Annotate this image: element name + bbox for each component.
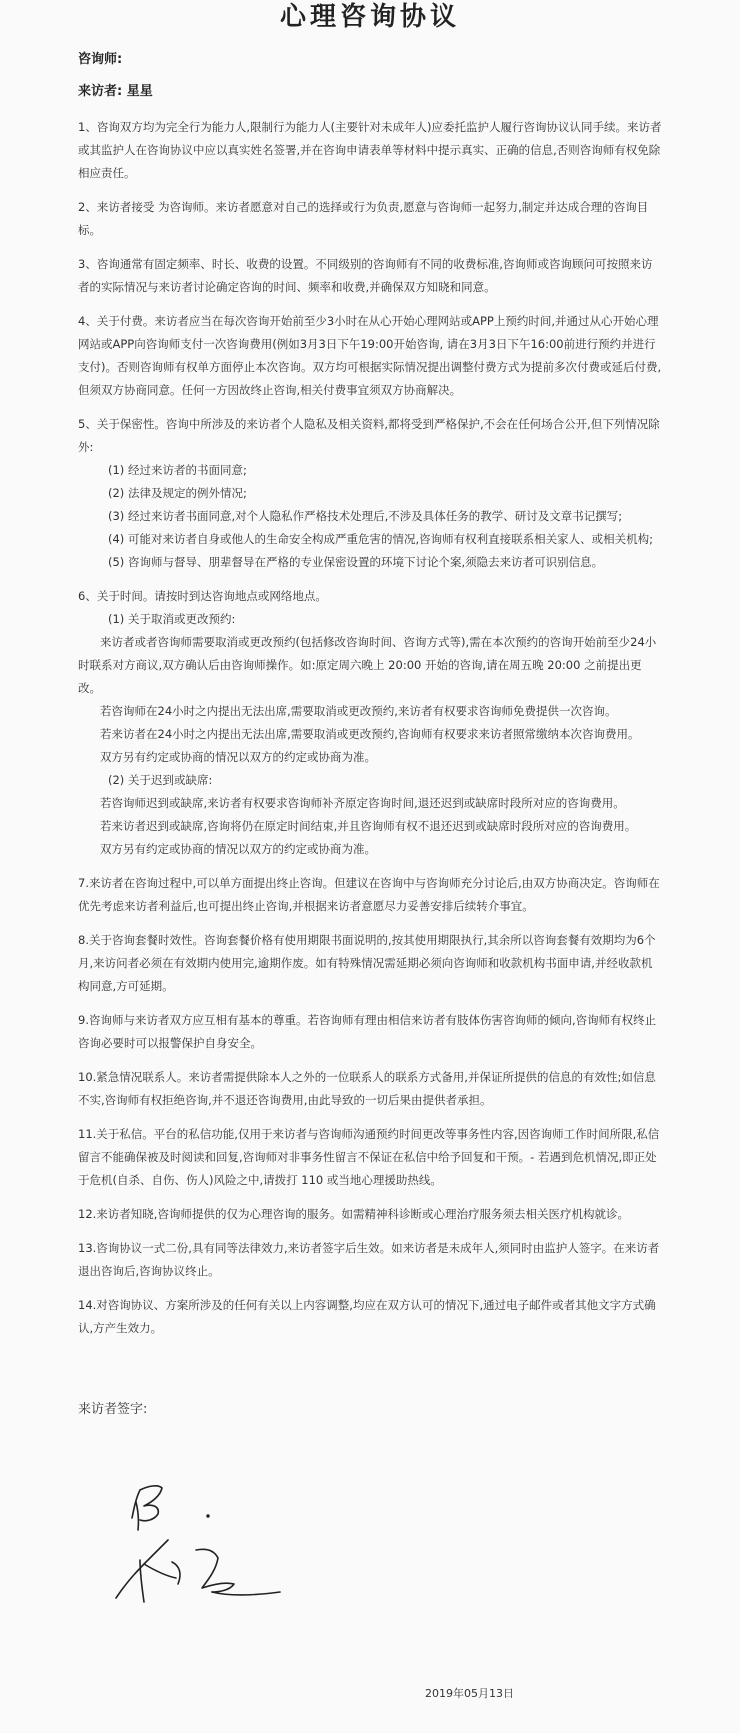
clause-6-sub2-line: 双方另有约定或协商的情况以双方的约定或协商为准。: [100, 842, 376, 856]
signed-date: 2019年05月13日: [425, 1687, 514, 1700]
clause-6-sub1-line: 若来访者在24小时之内提出无法出席,需要取消或更改预约,咨询师有权要求来访者照常缴纳本次咨询费用。: [100, 727, 640, 741]
clause-14: 14.对咨询协议、方案所涉及的任何有关以上内容调整,均应在双方认可的情况下,通过电子邮件或者其他文字方式确认,方产生效力。: [78, 1298, 656, 1335]
clause-4: 4、关于付费。来访者应当在每次咨询开始前至少3小时在从心开始心理网站或APP上预约时间,并通过从心开始心理网站或APP向咨询师支付一次咨询费用(例如3月3日下午19:00开始咨询, 请在3月3日下午16:00前进行预约并进行支付)。否则咨询师有权单方面停止本次咨询。双方均可根据实际情况提出调整付费方式为提前多次付费或延后付费,但须双方协商同意。任何一方因故终止咨询,相关付费事宜须双方协商解决。: [78, 314, 662, 397]
signature-label: 来访者签字:: [78, 1402, 148, 1417]
clause-5: 5、关于保密性。咨询中所涉及的来访者个人隐私及相关资料,都将受到严格保护,不会在任何场合公开,但下列情况除外:: [78, 417, 660, 454]
document-title: 心理咨询协议: [279, 2, 460, 32]
clause-8: 8.关于咨询套餐时效性。咨询套餐价格有使用期限书面说明的,按其使用期限执行,其余所以咨询套餐有效期均为6个月,来访问者必须在有效期内使用完,逾期作废。如有特殊情况需延期必须向咨询师和收款机构书面申请,并经收款机构同意,方可延期。: [78, 933, 656, 993]
clause-5-item: (2) 法律及规定的例外情况;: [108, 486, 247, 500]
clause-2: 2、来访者接受 为咨询师。来访者愿意对自己的选择或行为负责,愿意与咨询师一起努力,制定并达成合理的咨询目标。: [78, 200, 649, 237]
clause-13: 13.咨询协议一式二份,具有同等法律效力,来访者签字后生效。如来访者是未成年人,须同时由监护人签字。在来访者退出咨询后,咨询协议终止。: [78, 1241, 660, 1278]
clause-1: 1、咨询双方均为完全行为能力人,限制行为能力人(主要针对未成年人)应委托监护人履行咨询协议认同手续。来访者或其监护人在咨询协议中应以真实姓名签署,并在咨询申请表单等材料中提示真实、正确的信息,否则咨询师有权免除相应责任。: [78, 120, 662, 180]
clause-6-sub1-line: 双方另有约定或协商的情况以双方的约定或协商为准。: [100, 750, 376, 764]
clause-6-sub2-line: 若来访者迟到或缺席,咨询将仍在原定时间结束,并且咨询师有权不退还迟到或缺席时段所对应的咨询费用。: [100, 819, 637, 833]
clause-6-sub1-title: (1) 关于取消或更改预约:: [108, 612, 236, 626]
counselor-field: 咨询师:: [78, 52, 123, 67]
clause-5-item: (3) 经过来访者书面同意,对个人隐私作严格技术处理后,不涉及具体任务的教学、研讨及文章书记撰写;: [108, 509, 623, 523]
handwritten-signature: [110, 1480, 320, 1620]
clause-9: 9.咨询师与来访者双方应互相有基本的尊重。若咨询师有理由相信来访者有肢体伤害咨询师的倾向,咨询师有权终止咨询必要时可以报警保护自身安全。: [78, 1013, 657, 1050]
clause-6-sub2-title: (2) 关于迟到或缺席:: [108, 773, 213, 787]
clause-6-sub1-line: 若咨询师在24小时之内提出无法出席,需要取消或更改预约,来访者有权要求咨询师免费提供一次咨询。: [100, 704, 617, 718]
clause-5-item: (5) 咨询师与督导、朋辈督导在严格的专业保密设置的环境下讨论个案,须隐去来访者可识别信息。: [108, 555, 604, 569]
clause-10: 10.紧急情况联系人。来访者需提供除本人之外的一位联系人的联系方式备用,并保证所提供的信息的有效性;如信息不实,咨询师有权拒绝咨询,并不退还咨询费用,由此导致的一切后果由提供者承担。: [78, 1070, 656, 1107]
clause-3: 3、咨询通常有固定频率、时长、收费的设置。不同级别的咨询师有不同的收费标准,咨询师或咨询顾问可按照来访者的实际情况与来访者讨论确定咨询的时间、频率和收费,并确保双方知晓和同意。: [78, 257, 653, 294]
clause-11: 11.关于私信。平台的私信功能,仅用于来访者与咨询师沟通预约时间更改等事务性内容,因咨询师工作时间所限,私信留言不能确保被及时阅读和回复,咨询师对非事务性留言不保证在私信中给予回复和干预。- 若遇到危机情况,即正处于危机(自杀、自伤、伤人)风险之中,请拨打 110 或当地心理援助热线。: [78, 1127, 660, 1187]
clause-5-item: (1) 经过来访者的书面同意;: [108, 463, 247, 477]
clause-5-item: (4) 可能对来访者自身或他人的生命安全构成严重危害的情况,咨询师有权利直接联系相关家人、或相关机构;: [108, 532, 653, 546]
visitor-field: 来访者: 星星: [78, 84, 153, 99]
clause-6-sub2-line: 若咨询师迟到或缺席,来访者有权要求咨询师补齐原定咨询时间,退还迟到或缺席时段所对应的咨询费用。: [100, 796, 625, 810]
clause-7: 7.来访者在咨询过程中,可以单方面提出终止咨询。但建议在咨询中与咨询师充分讨论后,由双方协商决定。咨询师在优先考虑来访者利益后,也可提出终止咨询,并根据来访者意愿尽力妥善安排后续转介事宜。: [78, 876, 660, 913]
clause-6: 6、关于时间。请按时到达咨询地点或网络地点。: [78, 589, 327, 603]
clause-12: 12.来访者知晓,咨询师提供的仅为心理咨询的服务。如需精神科诊断或心理治疗服务须去相关医疗机构就诊。: [78, 1207, 629, 1221]
clause-6-sub1-text: 来访者或者咨询师需要取消或更改预约(包括修改咨询时间、咨询方式等),需在本次预约的咨询开始前至少24小时联系对方商议,双方确认后由咨询师操作。如:原定周六晚上 20:00 开始的咨询,请在周五晚 20:00 之前提出更改。: [78, 635, 657, 695]
